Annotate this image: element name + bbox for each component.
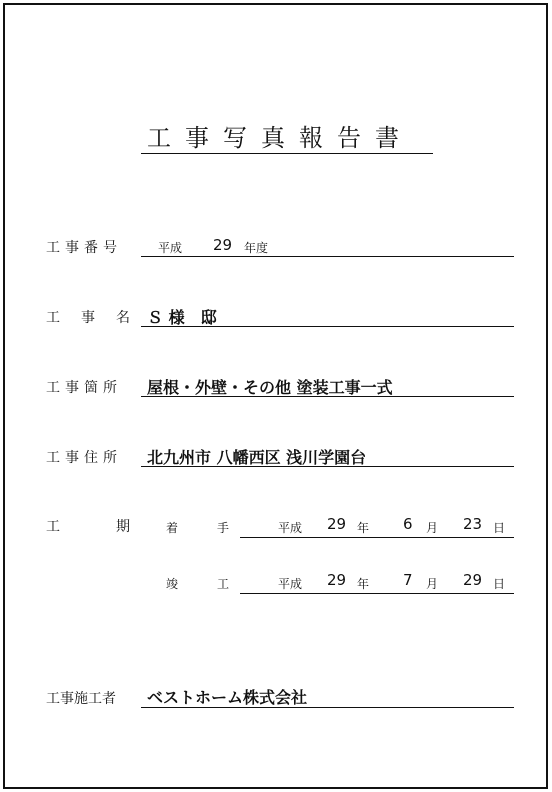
end-day: 29 — [463, 571, 483, 589]
start-era: 平成 — [278, 521, 303, 535]
start-month: 6 — [403, 515, 413, 533]
end-era: 平成 — [278, 577, 303, 591]
end-day-unit: 日 — [493, 577, 506, 591]
contractor-label: 工事施工者 — [46, 691, 116, 707]
start-day: 23 — [463, 515, 483, 533]
construction-number-label: 工事番号 — [46, 240, 122, 256]
end-month-unit: 月 — [426, 577, 439, 591]
start-day-unit: 日 — [493, 521, 506, 535]
construction-name-label: 工 事 名 — [46, 310, 130, 326]
construction-number-underline — [141, 240, 514, 257]
construction-period-label-2: 期 — [116, 519, 130, 535]
contractor-value: ベストホーム株式会社 — [147, 688, 308, 707]
end-year: 29 — [327, 571, 347, 589]
construction-number-suffix: 年度 — [244, 241, 269, 255]
start-label-1: 着 — [166, 521, 179, 535]
end-month: 7 — [403, 571, 413, 589]
end-label-2: 工 — [217, 577, 230, 591]
end-label-1: 竣 — [166, 577, 179, 591]
construction-period-label-1: 工 — [46, 519, 60, 535]
start-label-2: 手 — [217, 521, 230, 535]
construction-number-year: 29 — [213, 236, 233, 254]
construction-address-label: 工事住所 — [46, 450, 122, 466]
construction-name-value: Ｓ 様 邸 — [147, 308, 217, 327]
document-title: 工事写真報告書 — [141, 122, 433, 154]
construction-location-value: 屋根・外壁・その他 塗装工事一式 — [147, 378, 393, 397]
end-year-unit: 年 — [357, 577, 370, 591]
start-year-unit: 年 — [357, 521, 370, 535]
start-year: 29 — [327, 515, 347, 533]
start-month-unit: 月 — [426, 521, 439, 535]
construction-location-label: 工事箇所 — [46, 380, 122, 396]
construction-address-value: 北九州市 八幡西区 浅川学園台 — [147, 448, 367, 467]
construction-number-era: 平成 — [158, 241, 183, 255]
